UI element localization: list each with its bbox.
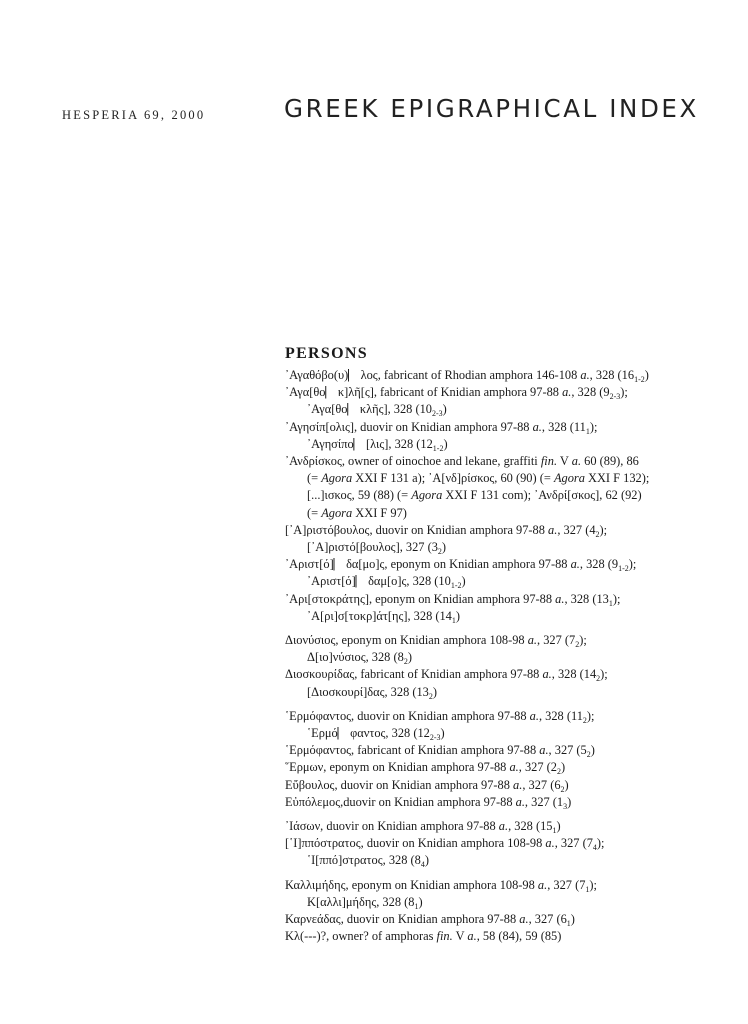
index-entry xyxy=(285,759,730,776)
entry-text: XXI F 132); xyxy=(584,471,650,486)
index-list xyxy=(285,367,730,946)
entry-text: , 327 (7 xyxy=(537,633,576,648)
entry-text: , 328 (13 xyxy=(564,591,609,606)
entry-text: [Διοσκουρί]δας, 328 (13 xyxy=(307,684,429,699)
entry-text: ᾿Αγησίπ[ολις], duovir on Knidian amphora 97-88 xyxy=(285,419,533,434)
entry-text: ) xyxy=(407,650,412,665)
index-entry xyxy=(285,522,730,539)
entry-text: ῞Ερμων, eponym on Knidian amphora 97-88 xyxy=(285,760,510,775)
index-entry xyxy=(285,818,730,835)
entry-text: ) xyxy=(556,819,561,834)
entry-text: , 328 (15 xyxy=(508,819,553,834)
italic-text: a. xyxy=(527,633,538,648)
entry-text: ῾Ερμόφαντος, fabricant of Knidian amphora 97-88 xyxy=(285,743,540,758)
entry-text: , 328 (14 xyxy=(551,667,597,682)
subscript-line-ref: 1 xyxy=(414,901,419,911)
entry-text: ); xyxy=(596,836,605,851)
subscript-line-ref: 1 xyxy=(585,884,590,894)
entry-text: ); xyxy=(589,877,597,892)
index-group xyxy=(285,632,730,701)
italic-text: a. xyxy=(532,419,542,434)
entry-text: ); xyxy=(586,708,595,723)
entry-text: ) xyxy=(432,684,438,699)
entry-text: ) xyxy=(560,760,566,775)
italic-text: a. xyxy=(539,743,549,758)
italic-text: a. xyxy=(580,368,590,382)
entry-text: V xyxy=(557,454,572,469)
italic-text: a. xyxy=(529,708,539,723)
entry-text: ῾Ι[ππό]στρατος, 328 (8 xyxy=(307,853,421,868)
entry-text: ); xyxy=(628,557,637,572)
entry-text: ᾿Ιάσων, duovir on Knidian amphora 97-88 xyxy=(285,819,499,834)
entry-text: [...]ισκος, 59 (88) (= xyxy=(307,488,412,503)
index-entry-continuation xyxy=(285,649,730,666)
index-entry-continuation xyxy=(285,684,730,701)
entry-text: ) xyxy=(461,574,466,589)
subscript-line-ref: 3 xyxy=(563,801,568,811)
entry-text: , 327 (1 xyxy=(524,794,564,809)
entry-text: (= xyxy=(307,505,322,520)
entry-text: ); xyxy=(612,591,621,606)
index-entry xyxy=(285,632,730,649)
entry-text: ) xyxy=(424,853,429,868)
entry-text: ᾿Αριστ[ό]⎸δαμ[ο]ς, 328 (10 xyxy=(307,574,451,589)
index-entry xyxy=(285,794,730,811)
entry-text: ) xyxy=(442,402,447,417)
subscript-line-ref: 1 xyxy=(451,615,456,625)
entry-text: Κλ(---)?, owner? of amphoras xyxy=(285,929,437,944)
index-entry xyxy=(285,591,730,608)
index-entry xyxy=(285,453,730,470)
entry-text: ᾿Αρι[στοκράτης], eponym on Knidian amphora 97-88 xyxy=(285,591,556,606)
italic-text: Agora xyxy=(411,488,443,503)
subscript-line-ref: 2 xyxy=(560,784,565,794)
subscript-line-ref: 2 xyxy=(428,691,433,701)
subscript-line-ref: 1 xyxy=(566,919,571,929)
italic-text: a. xyxy=(498,819,509,834)
running-head: HESPERIA 69, 2000 xyxy=(62,108,206,122)
entry-text: ); xyxy=(589,419,598,434)
index-entry-continuation xyxy=(285,487,730,504)
index-entry xyxy=(285,777,730,794)
subscript-line-ref: 2 xyxy=(596,674,601,684)
entry-text: ) xyxy=(567,794,572,809)
subscript-line-ref: 2-3 xyxy=(429,733,441,743)
entry-text: , 328 (11 xyxy=(541,419,586,434)
entry-text: , 327 (5 xyxy=(548,743,587,758)
entry-text: ) xyxy=(418,894,423,909)
index-entry xyxy=(285,708,730,725)
entry-text: ) xyxy=(564,777,569,792)
entry-text: (= xyxy=(307,471,322,486)
entry-text: , 328 (11 xyxy=(538,708,583,723)
entry-text: ᾿Ανδρίσκος, owner of oinochoe and lekane, graffiti xyxy=(285,454,541,469)
index-entry xyxy=(285,877,730,894)
page-title: GREEK EPIGRAPHICAL INDEX xyxy=(284,94,699,123)
entry-text: Εὐπόλεμος,duovir on Knidian amphora 97-88 xyxy=(285,794,516,809)
index-entry xyxy=(285,419,730,436)
italic-text: Agora xyxy=(553,471,585,486)
entry-text: ᾿Α[ρι]σ[τοκρ]άτ[ης], 328 (14 xyxy=(307,608,452,623)
entry-text: Δ[ιο]νύσιος, 328 (8 xyxy=(307,650,404,665)
entry-text: ) xyxy=(590,743,595,758)
subscript-line-ref: 1 xyxy=(585,426,590,436)
index-entry-continuation xyxy=(285,436,730,453)
entry-text: , 327 (4 xyxy=(557,522,596,537)
entry-text: ); xyxy=(620,385,628,400)
subscript-line-ref: 4 xyxy=(592,843,597,853)
entry-text: , 328 (9 xyxy=(571,385,610,400)
subscript-line-ref: 2-3 xyxy=(432,409,443,419)
entry-text: [᾿Α]ριστόβουλος, duovir on Knidian amphora 97-88 xyxy=(285,522,549,537)
subscript-line-ref: 1-2 xyxy=(450,581,462,591)
subscript-line-ref: 2 xyxy=(575,640,580,650)
entry-text: ᾿Αγαθόβο(υ)⎸λος, fabricant of Rhodian amphora 146-108 xyxy=(285,368,581,382)
entry-text: ) xyxy=(441,540,447,555)
index-entry xyxy=(285,742,730,759)
index-group xyxy=(285,877,730,946)
persons-section xyxy=(285,345,730,953)
entry-text: , 327 (6 xyxy=(528,912,567,927)
index-entry-continuation xyxy=(285,401,730,418)
entry-text: 60 (89), 86 xyxy=(581,454,639,469)
subscript-line-ref: 1-2 xyxy=(432,443,444,453)
italic-text: a. xyxy=(519,912,529,927)
entry-text: Εὔβουλος, duovir on Knidian amphora 97-88 xyxy=(285,777,514,792)
italic-text: Agora xyxy=(321,505,353,520)
index-entry-continuation xyxy=(285,608,730,625)
entry-text: V xyxy=(452,929,468,944)
subscript-line-ref: 2 xyxy=(437,547,442,557)
section-title: PERSONS xyxy=(285,345,368,362)
entry-text: XXI F 97) xyxy=(352,505,407,520)
italic-text: a. xyxy=(467,929,477,944)
subscript-line-ref: 1-2 xyxy=(618,564,629,574)
entry-text: [᾿Α]ριστό[βουλος], 327 (3 xyxy=(307,540,438,555)
entry-text: ᾿Αγησίπο⎸[λις], 328 (12 xyxy=(307,436,433,451)
entry-text: , 327 (7 xyxy=(554,836,593,851)
italic-text: a. xyxy=(548,522,558,537)
entry-text: ); xyxy=(579,633,587,648)
entry-text: ) xyxy=(570,912,575,927)
entry-text: ) xyxy=(644,368,649,382)
entry-text: ᾿Αγα[θο⎸κλῆς], 328 (10 xyxy=(307,402,432,417)
italic-text: a. xyxy=(571,454,582,469)
index-entry xyxy=(285,835,730,852)
index-entry-continuation xyxy=(285,852,730,869)
subscript-line-ref: 1 xyxy=(608,598,613,608)
index-entry-continuation xyxy=(285,539,730,556)
entry-text: , 327 (7 xyxy=(547,877,586,892)
entry-text: ); xyxy=(599,522,608,537)
subscript-line-ref: 2-3 xyxy=(609,392,621,402)
italic-text: a. xyxy=(515,794,525,809)
entry-text: , 327 (6 xyxy=(522,777,561,792)
subscript-line-ref: 2 xyxy=(595,529,600,539)
index-group xyxy=(285,818,730,870)
index-entry xyxy=(285,367,730,384)
subscript-line-ref: 1 xyxy=(552,826,557,836)
entry-text: ῾Ερμό⎸φαντος, 328 (12 xyxy=(307,726,430,741)
entry-text: Καλλιμήδης, eponym on Knidian amphora 108-98 xyxy=(285,877,538,892)
entry-text: Διοσκουρίδας, fabricant of Knidian amphora 97-88 xyxy=(285,667,543,682)
entry-text: ) xyxy=(443,436,448,451)
entry-text: ); xyxy=(600,667,608,682)
entry-text: , 328 (16 xyxy=(589,368,635,382)
index-entry-continuation xyxy=(285,725,730,742)
entry-text: Καρνεάδας, duovir on Knidian amphora 97-88 xyxy=(285,912,520,927)
subscript-line-ref: 2 xyxy=(556,767,561,777)
entry-text: ᾿Αριστ[ό]⎸δα[μο]ς, eponym on Knidian amphora 97-88 xyxy=(285,557,571,572)
index-entry xyxy=(285,666,730,683)
entry-text: XXI F 131 com); ᾿Ανδρί[σκος], 62 (92) xyxy=(442,488,642,503)
italic-text: a. xyxy=(537,877,548,892)
entry-text: ) xyxy=(455,608,461,623)
entry-text: , 58 (84), 59 (85) xyxy=(476,929,562,944)
index-entry-continuation xyxy=(285,894,730,911)
index-entry xyxy=(285,384,730,401)
subscript-line-ref: 2 xyxy=(403,657,408,667)
entry-text: ) xyxy=(440,726,445,741)
index-entry xyxy=(285,556,730,573)
index-group xyxy=(285,367,730,625)
index-group xyxy=(285,708,730,811)
index-entry-continuation xyxy=(285,470,730,487)
italic-text: fin. xyxy=(436,929,453,944)
index-entry xyxy=(285,928,730,945)
italic-text: a. xyxy=(509,760,519,775)
entry-text: XXI F 131 a); ᾿Α[νδ]ρίσκος, 60 (90) (= xyxy=(352,471,554,486)
subscript-line-ref: 2 xyxy=(582,715,587,725)
index-entry-continuation xyxy=(285,573,730,590)
subscript-line-ref: 2 xyxy=(586,750,591,760)
subscript-line-ref: 1-2 xyxy=(634,375,645,384)
entry-text: , 328 (9 xyxy=(579,557,619,572)
index-entry-continuation xyxy=(285,505,730,522)
entry-text: Διονύσιος, eponym on Knidian amphora 108-98 xyxy=(285,633,528,648)
italic-text: a. xyxy=(545,836,555,851)
subscript-line-ref: 4 xyxy=(420,860,425,870)
italic-text: fin. xyxy=(540,454,558,469)
entry-text: , 327 (2 xyxy=(518,760,557,775)
entry-text: ᾿Αγα[θο⎸κ]λῆ[ς], fabricant of Knidian amphora 97-88 xyxy=(285,385,563,400)
italic-text: a. xyxy=(555,591,565,606)
italic-text: Agora xyxy=(321,471,353,486)
italic-text: a. xyxy=(570,557,580,572)
italic-text: a. xyxy=(562,385,572,400)
italic-text: a. xyxy=(513,777,523,792)
entry-text: [῾Ι]ππόστρατος, duovir on Knidian amphora 108-98 xyxy=(285,836,546,851)
entry-text: Κ[αλλι]μήδης, 328 (8 xyxy=(307,894,415,909)
italic-text: a. xyxy=(542,667,552,682)
index-entry xyxy=(285,911,730,928)
entry-text: ῾Ερμόφαντος, duovir on Knidian amphora 97-88 xyxy=(285,708,530,723)
